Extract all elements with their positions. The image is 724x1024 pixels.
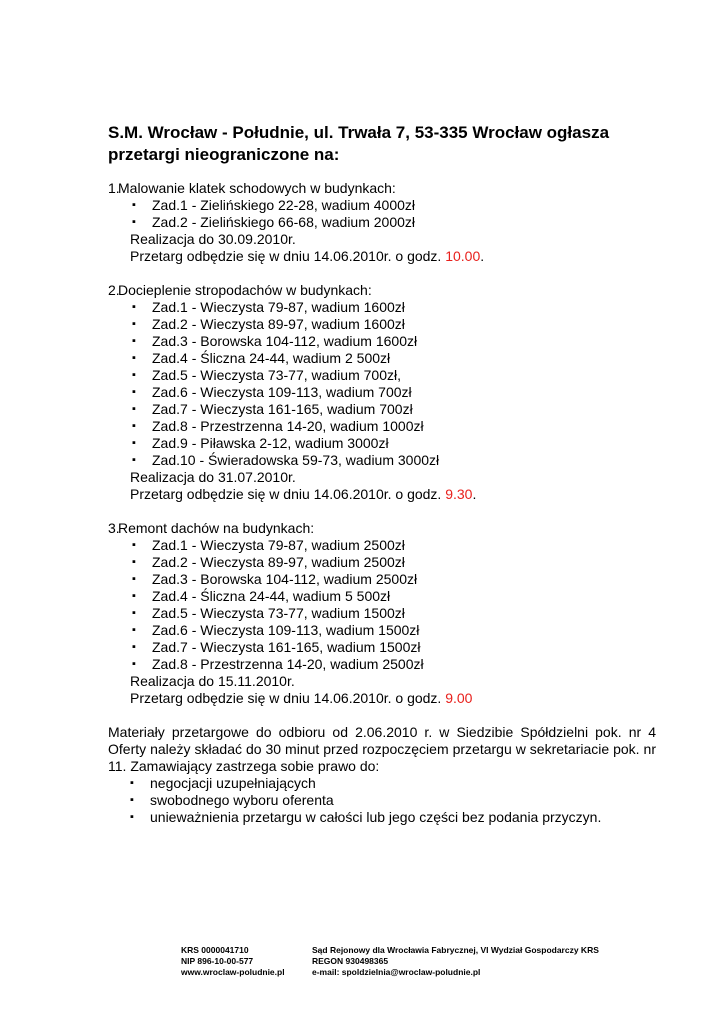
bullet-icon: ▪: [132, 369, 136, 381]
list-item: [108, 537, 656, 554]
section-number: 2.: [108, 282, 120, 298]
auction-text: Przetarg odbędzie się w dniu 14.06.2010r. o godz.: [130, 248, 446, 264]
list-item: [108, 401, 656, 418]
section-title: Remont dachów na budynkach:: [118, 520, 315, 536]
task-text: Zad.3 - Borowska 104-112, wadium 1600zł: [152, 333, 418, 349]
task-text: Zad.10 - Świeradowska 59-73, wadium 3000zł: [152, 452, 440, 468]
auction-info: [108, 248, 656, 265]
section-heading: [108, 520, 656, 537]
auction-end: .: [480, 248, 485, 264]
task-text: Zad.7 - Wieczysta 161-165, wadium 700zł: [152, 401, 413, 417]
bullet-icon: ▪: [132, 199, 136, 211]
list-item: [108, 554, 656, 571]
task-text: Zad.4 - Śliczna 24-44, wadium 5 500zł: [152, 588, 391, 604]
realization-date: Realizacja do 15.11.2010r.: [130, 673, 295, 689]
bullet-icon: ▪: [132, 420, 136, 432]
list-item: [108, 639, 656, 656]
task-text: Zad.1 - Wieczysta 79-87, wadium 2500zł: [152, 537, 405, 553]
bullet-icon: ▪: [132, 318, 136, 330]
footer-court: Sąd Rejonowy dla Wrocławia Fabrycznej, VI Wydział Gospodarczy KRS: [312, 945, 599, 955]
task-text: Zad.5 - Wieczysta 73-77, wadium 700zł,: [152, 367, 401, 383]
bullet-icon: ▪: [132, 590, 136, 602]
right-text: unieważnienia przetargu w całości lub jego części bez podania przyczyn.: [150, 809, 602, 825]
section-title: Docieplenie stropodachów w budynkach:: [118, 282, 372, 298]
list-item: [108, 214, 656, 231]
auction-info: [108, 486, 656, 503]
bullet-icon: ▪: [132, 301, 136, 313]
task-text: Zad.2 - Wieczysta 89-97, wadium 1600zł: [152, 316, 405, 332]
task-text: Zad.7 - Wieczysta 161-165, wadium 1500zł: [152, 639, 421, 655]
bullet-icon: ▪: [132, 573, 136, 585]
bullet-icon: ▪: [130, 794, 134, 806]
list-item: [108, 333, 656, 350]
section-number: 3.: [108, 520, 120, 536]
list-item: [108, 452, 656, 469]
list-item: [108, 418, 656, 435]
tender-sections: [108, 180, 656, 707]
bullet-icon: ▪: [132, 454, 136, 466]
tender-section: [108, 520, 656, 707]
bullet-icon: ▪: [132, 658, 136, 670]
footer-nip: NIP 896-10-00-577: [181, 956, 254, 966]
task-text: Zad.4 - Śliczna 24-44, wadium 2 500zł: [152, 350, 391, 366]
task-list: [108, 299, 656, 469]
right-text: negocjacji uzupełniających: [150, 775, 316, 791]
list-item: [108, 435, 656, 452]
list-item: [108, 809, 656, 826]
bullet-icon: ▪: [132, 624, 136, 636]
section-number: 1.: [108, 180, 120, 196]
task-text: Zad.1 - Zielińskiego 22-28, wadium 4000zł: [152, 197, 416, 213]
list-item: [108, 299, 656, 316]
realization-date: Realizacja do 30.09.2010r.: [130, 231, 296, 247]
bullet-icon: ▪: [132, 539, 136, 551]
footer-website-link[interactable]: www.wroclaw-poludnie.pl: [181, 967, 285, 977]
bullet-icon: ▪: [132, 641, 136, 653]
rights-list: [108, 775, 656, 826]
notes-paragraph: Materiały przetargowe do odbioru od 2.06.2010 r. w Siedzibie Spółdzielni pok. nr 4 Oferty należy składać do 30 minut przed rozpoczęciem przetargu w sekretariacie pok. nr 11. Zamawiający zastrzega sobie prawo do:: [108, 724, 656, 774]
right-text: swobodnego wyboru oferenta: [150, 792, 334, 808]
task-text: Zad.5 - Wieczysta 73-77, wadium 1500zł: [152, 605, 405, 621]
bullet-icon: ▪: [132, 386, 136, 398]
footer-email-link[interactable]: e-mail: spoldzielnia@wroclaw-poludnie.pl: [312, 967, 481, 977]
list-item: [108, 656, 656, 673]
task-text: Zad.8 - Przestrzenna 14-20, wadium 1000zł: [152, 418, 424, 434]
bullet-icon: ▪: [132, 607, 136, 619]
auction-text: Przetarg odbędzie się w dniu 14.06.2010r. o godz.: [130, 690, 446, 706]
footer: [181, 945, 641, 978]
footer-krs: KRS 0000041710: [181, 945, 249, 955]
bullet-icon: ▪: [132, 352, 136, 364]
realization-date: Realizacja do 31.07.2010r.: [130, 469, 296, 485]
auction-time: 10.00: [445, 248, 481, 264]
task-text: Zad.2 - Zielińskiego 66-68, wadium 2000zł: [152, 214, 416, 230]
bullet-icon: ▪: [130, 777, 134, 789]
notes-section: [108, 724, 656, 826]
task-text: Zad.9 - Piławska 2-12, wadium 3000zł: [152, 435, 389, 451]
bullet-icon: ▪: [132, 216, 136, 228]
task-text: Zad.6 - Wieczysta 109-113, wadium 1500zł: [152, 622, 420, 638]
list-item: [108, 622, 656, 639]
tender-section: [108, 180, 656, 265]
list-item: [108, 792, 656, 809]
footer-regon: REGON 930498365: [312, 956, 389, 966]
bullet-icon: ▪: [132, 437, 136, 449]
list-item: [108, 350, 656, 367]
section-title: Malowanie klatek schodowych w budynkach:: [118, 180, 396, 196]
auction-end: .: [472, 486, 477, 502]
list-item: [108, 316, 656, 333]
task-list: [108, 537, 656, 673]
bullet-icon: ▪: [130, 811, 134, 823]
list-item: [108, 571, 656, 588]
list-item: [108, 605, 656, 622]
auction-info: [108, 690, 656, 707]
bullet-icon: ▪: [132, 335, 136, 347]
auction-text: Przetarg odbędzie się w dniu 14.06.2010r. o godz.: [130, 486, 446, 502]
list-item: [108, 197, 656, 214]
auction-time: 9.00: [445, 690, 473, 706]
bullet-icon: ▪: [132, 556, 136, 568]
section-heading: [108, 180, 656, 197]
task-text: Zad.8 - Przestrzenna 14-20, wadium 2500zł: [152, 656, 424, 672]
task-text: Zad.6 - Wieczysta 109-113, wadium 700zł: [152, 384, 412, 400]
list-item: [108, 588, 656, 605]
document-body: [108, 180, 656, 826]
task-text: Zad.3 - Borowska 104-112, wadium 2500zł: [152, 571, 418, 587]
section-heading: [108, 282, 656, 299]
list-item: [108, 367, 656, 384]
task-text: Zad.2 - Wieczysta 89-97, wadium 2500zł: [152, 554, 405, 570]
bullet-icon: ▪: [132, 403, 136, 415]
page-title: S.M. Wrocław - Południe, ul. Trwała 7, 53-335 Wrocław ogłasza przetargi nieograniczone na:: [108, 123, 610, 164]
list-item: [108, 384, 656, 401]
task-text: Zad.1 - Wieczysta 79-87, wadium 1600zł: [152, 299, 405, 315]
tender-section: [108, 282, 656, 503]
auction-time: 9.30: [445, 486, 473, 502]
task-list: [108, 197, 656, 231]
list-item: [108, 775, 656, 792]
